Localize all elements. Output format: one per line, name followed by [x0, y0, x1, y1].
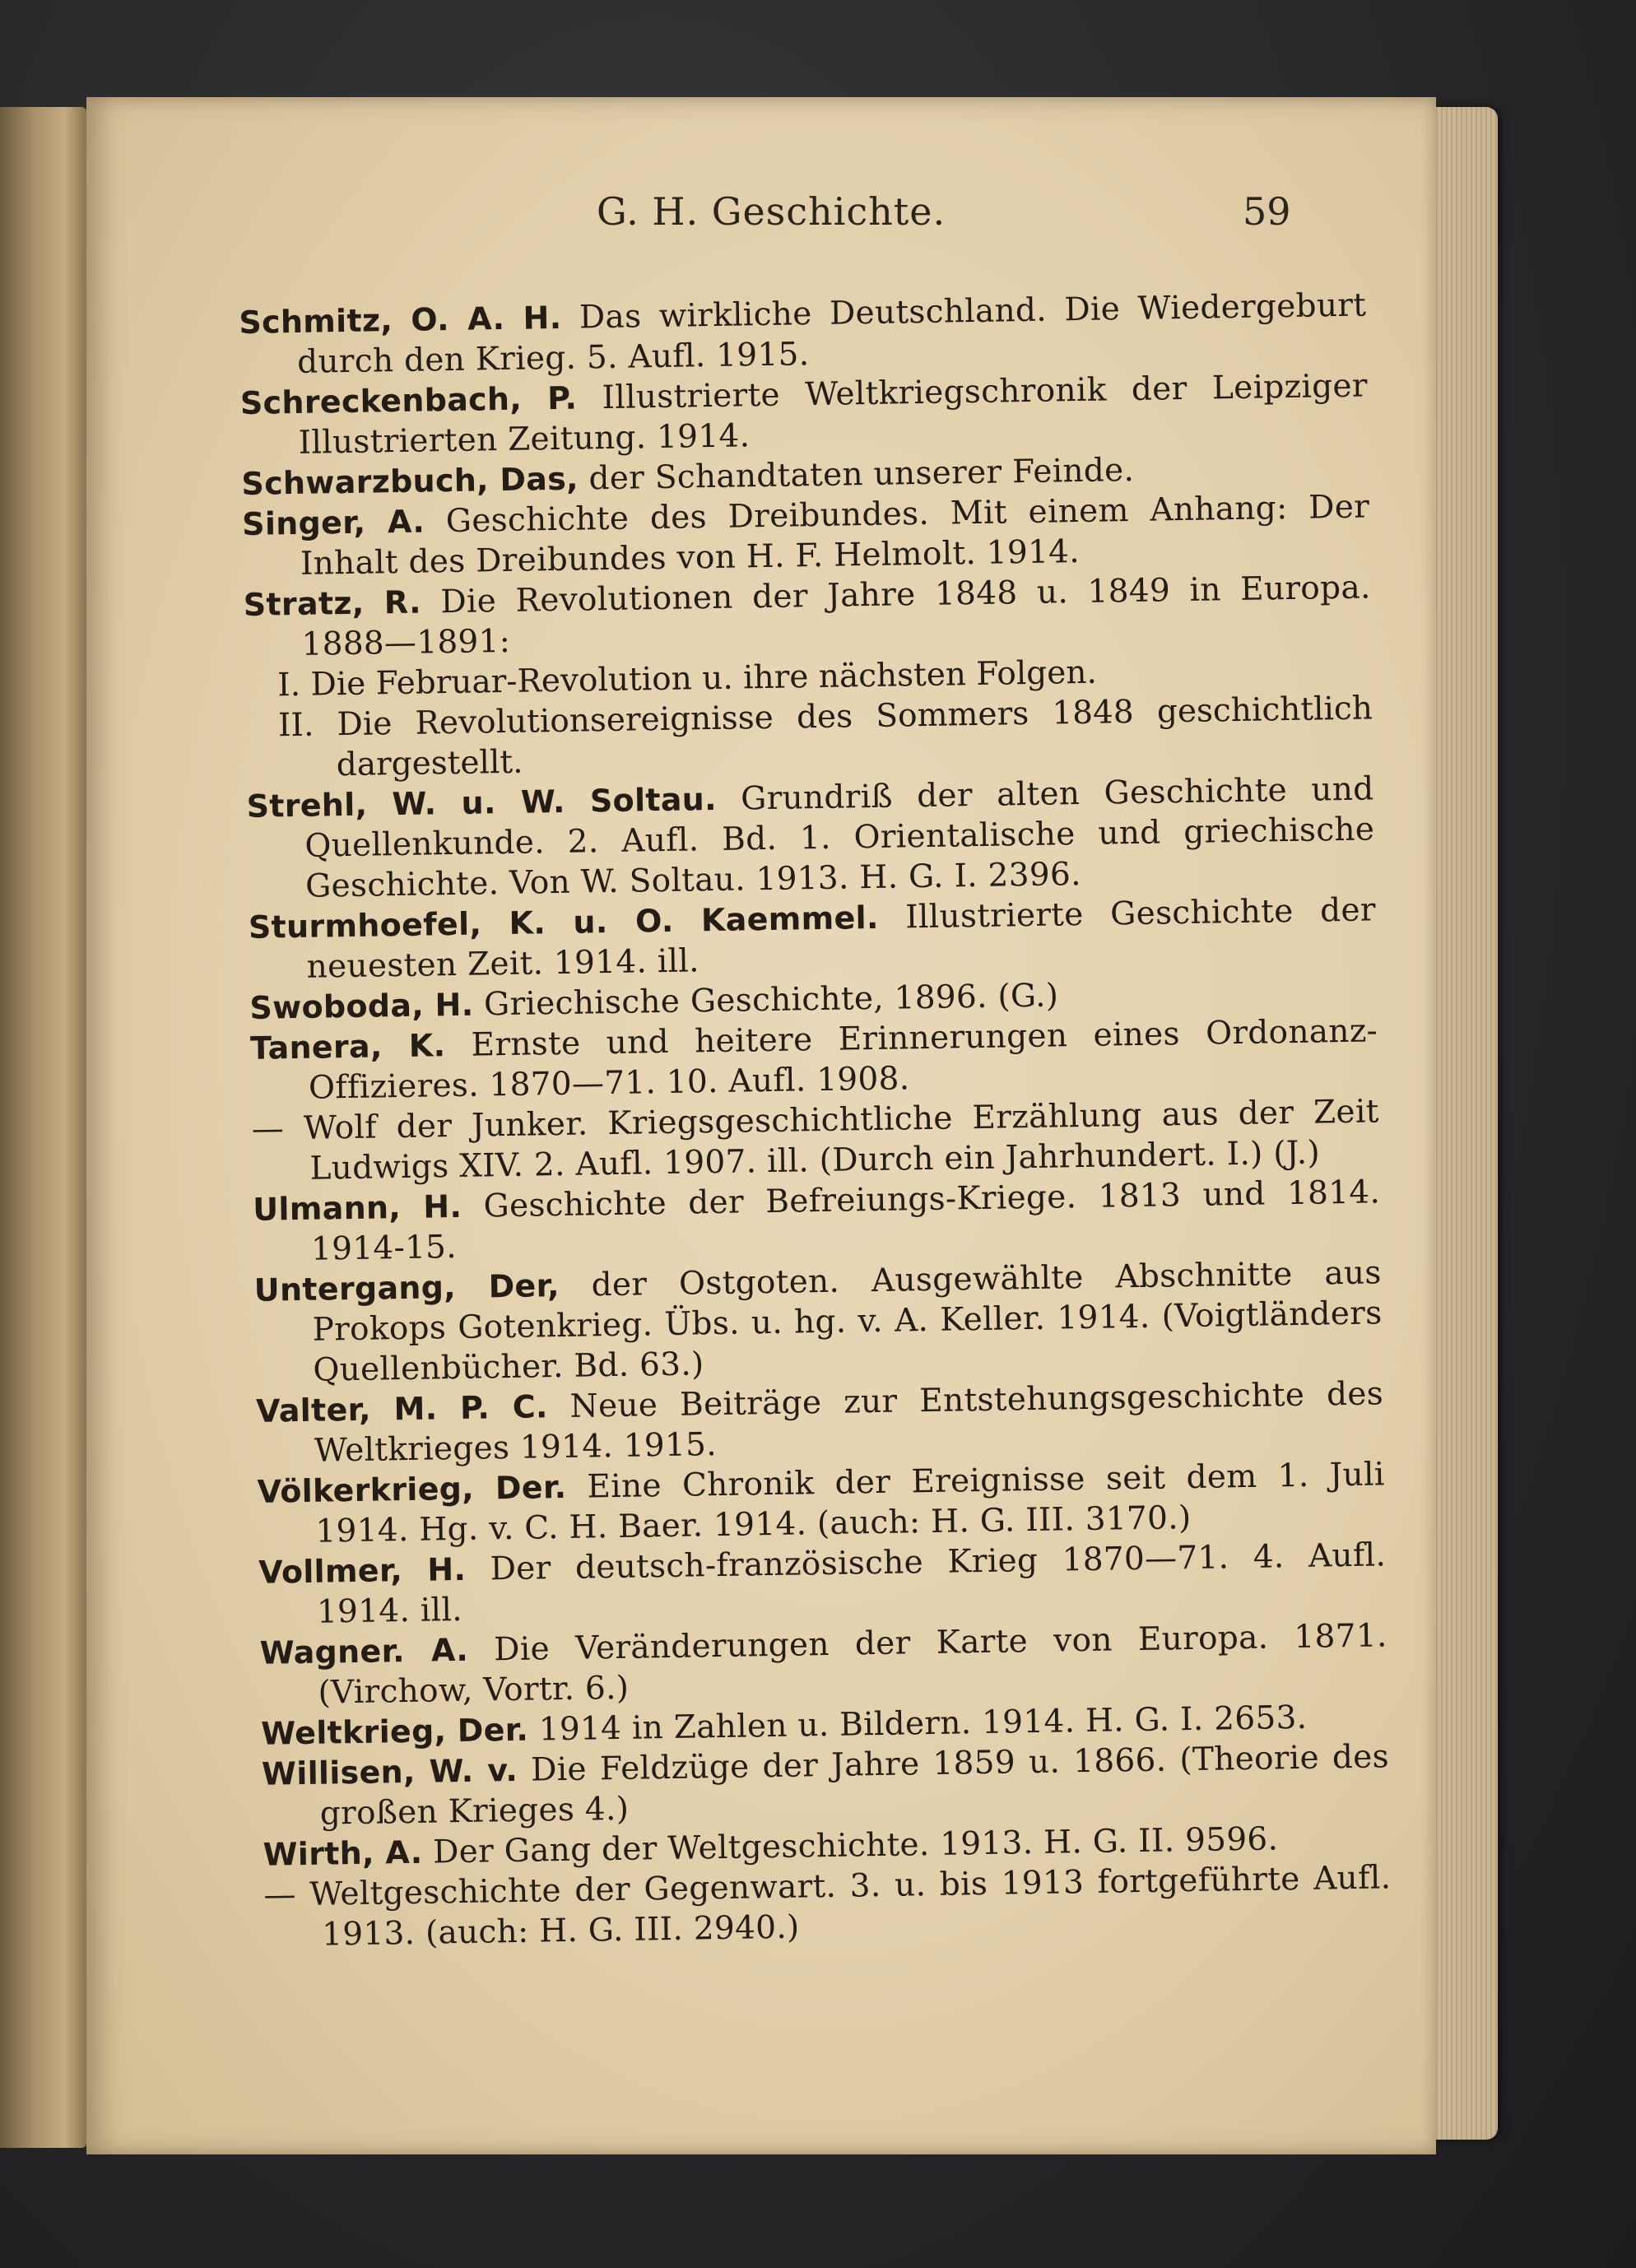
entry-text: Griechische Geschichte, 1896. (G.) — [483, 977, 1059, 1024]
entry-author: Ulmann, H. — [252, 1187, 462, 1228]
entry-text: Illustrierte Weltkriegschronik der Leipziger Illustrierten Zeitung. 1914. — [298, 367, 1369, 462]
book-page — [86, 97, 1436, 2154]
entry-author: Strehl, W. u. W. Soltau. — [246, 780, 718, 825]
entry-author: Schmitz, O. A. H. — [239, 299, 562, 341]
entry-text: Weltgeschichte der Gegenwart. 3. u. bis 1913 fortgeführte Aufl. 1913. (auch: H. G. III. 2940.) — [309, 1859, 1392, 1954]
entry-text: Geschichte des Dreibundes. Mit einem Anhang: Der Inhalt des Dreibundes von H. F. Helmolt. 1914. — [300, 488, 1370, 583]
entry-author: Völkerkrieg, Der. — [257, 1468, 567, 1510]
page-number: 59 — [1243, 189, 1291, 234]
bibliography-entry — [253, 1253, 1383, 1392]
entry-text: Neue Beiträge zur Entstehungsgeschichte des Weltkrieges 1914. 1915. — [314, 1375, 1384, 1470]
entry-text: II. Die Revolutionsereignisse des Sommers 1848 geschichtlich dargestellt. — [277, 690, 1373, 784]
entry-author: Willisen, W. v. — [261, 1751, 518, 1792]
entry-author: Untergang, Der, — [253, 1267, 560, 1308]
entry-text: Die Veränderungen der Karte von Europa. 1871. (Virchow, Vortr. 6.) — [318, 1617, 1387, 1712]
entry-author: Schreckenbach, P. — [239, 379, 578, 421]
entry-text: Geschichte der Befreiungs-Kriege. 1813 und 1814. 1914-15. — [310, 1174, 1381, 1268]
entry-author: Wagner. A. — [259, 1631, 469, 1671]
entry-text: Der deutsch-französische Krieg 1870—71. 4. Aufl. 1914. ill. — [316, 1536, 1387, 1631]
page-header — [86, 189, 1436, 247]
entry-text: Ernste und heitere Erinnerungen eines Ordonanz-Offizieres. 1870—71. 10. Aufl. 1908. — [308, 1012, 1378, 1107]
ditto-dash: — — [263, 1876, 297, 1914]
entry-text: Der Gang der Weltgeschichte. 1913. H. G. II. 9596. — [432, 1820, 1279, 1871]
bibliography-entry — [246, 769, 1375, 908]
entry-text: Wolf der Junker. Kriegsgeschichtliche Erzählung aus der Zeit Ludwigs XIV. 2. Aufl. 1907. ill. (Durch ein Jahrhundert. I.) (J.) — [303, 1093, 1379, 1187]
entry-author: Singer, A. — [241, 503, 425, 542]
entry-text: der Schandtaten unserer Feinde. — [588, 451, 1135, 498]
entry-author: Vollmer, H. — [258, 1550, 467, 1591]
entry-text: Illustrierte Geschichte der neuesten Zeit. 1914. ill. — [306, 891, 1377, 986]
previous-page-edge — [0, 107, 86, 2148]
entry-text: Das wirkliche Deutschland. Die Wiedergeburt durch den Krieg. 5. Aufl. 1915. — [296, 286, 1367, 381]
entry-text: I. Die Februar-Revolution u. ihre nächsten Folgen. — [277, 653, 1098, 704]
entry-text: Die Feldzüge der Jahre 1859 u. 1866. (Theorie des großen Krieges 4.) — [319, 1738, 1390, 1833]
entry-text: Grundriß der alten Geschichte und Quellenkunde. 2. Aufl. Bd. 1. Orientalische und griechische Geschichte. Von W. Soltau. 1913. H. G. I. 2396. — [304, 770, 1375, 905]
entry-author: Valter, M. P. C. — [255, 1388, 549, 1429]
entry-author: Weltkrieg, Der. — [260, 1711, 529, 1752]
ditto-dash: — — [251, 1110, 285, 1148]
entry-author: Sturmhoefel, K. u. O. Kaemmel. — [248, 899, 879, 946]
entry-author: Wirth, A. — [263, 1833, 423, 1873]
entry-text: der Ostgoten. Ausgewählte Abschnitte aus Prokops Gotenkrieg. Übs. u. hg. v. A. Keller. 1914. (Voigtländers Quellenbücher. Bd. 63.) — [312, 1254, 1383, 1389]
entry-author: Swoboda, H. — [249, 986, 474, 1026]
entry-author: Tanera, K. — [249, 1027, 446, 1067]
bibliography-entry-continuation — [263, 1857, 1392, 1956]
entry-author: Stratz, R. — [243, 583, 422, 623]
entry-text: 1914 in Zahlen u. Bildern. 1914. H. G. I. 2653. — [538, 1699, 1308, 1749]
running-title: G. H. Geschichte. — [597, 189, 946, 234]
bibliography-list — [239, 285, 1392, 1955]
entry-text: Die Revolutionen der Jahre 1848 u. 1849 in Europa. 1888—1891: — [301, 569, 1371, 663]
entry-text: Eine Chronik der Ereignisse seit dem 1. Juli 1914. Hg. v. C. H. Baer. 1914. (auch: H. G. III. 3170.) — [315, 1456, 1385, 1550]
entry-author: Schwarzbuch, Das, — [241, 460, 579, 502]
